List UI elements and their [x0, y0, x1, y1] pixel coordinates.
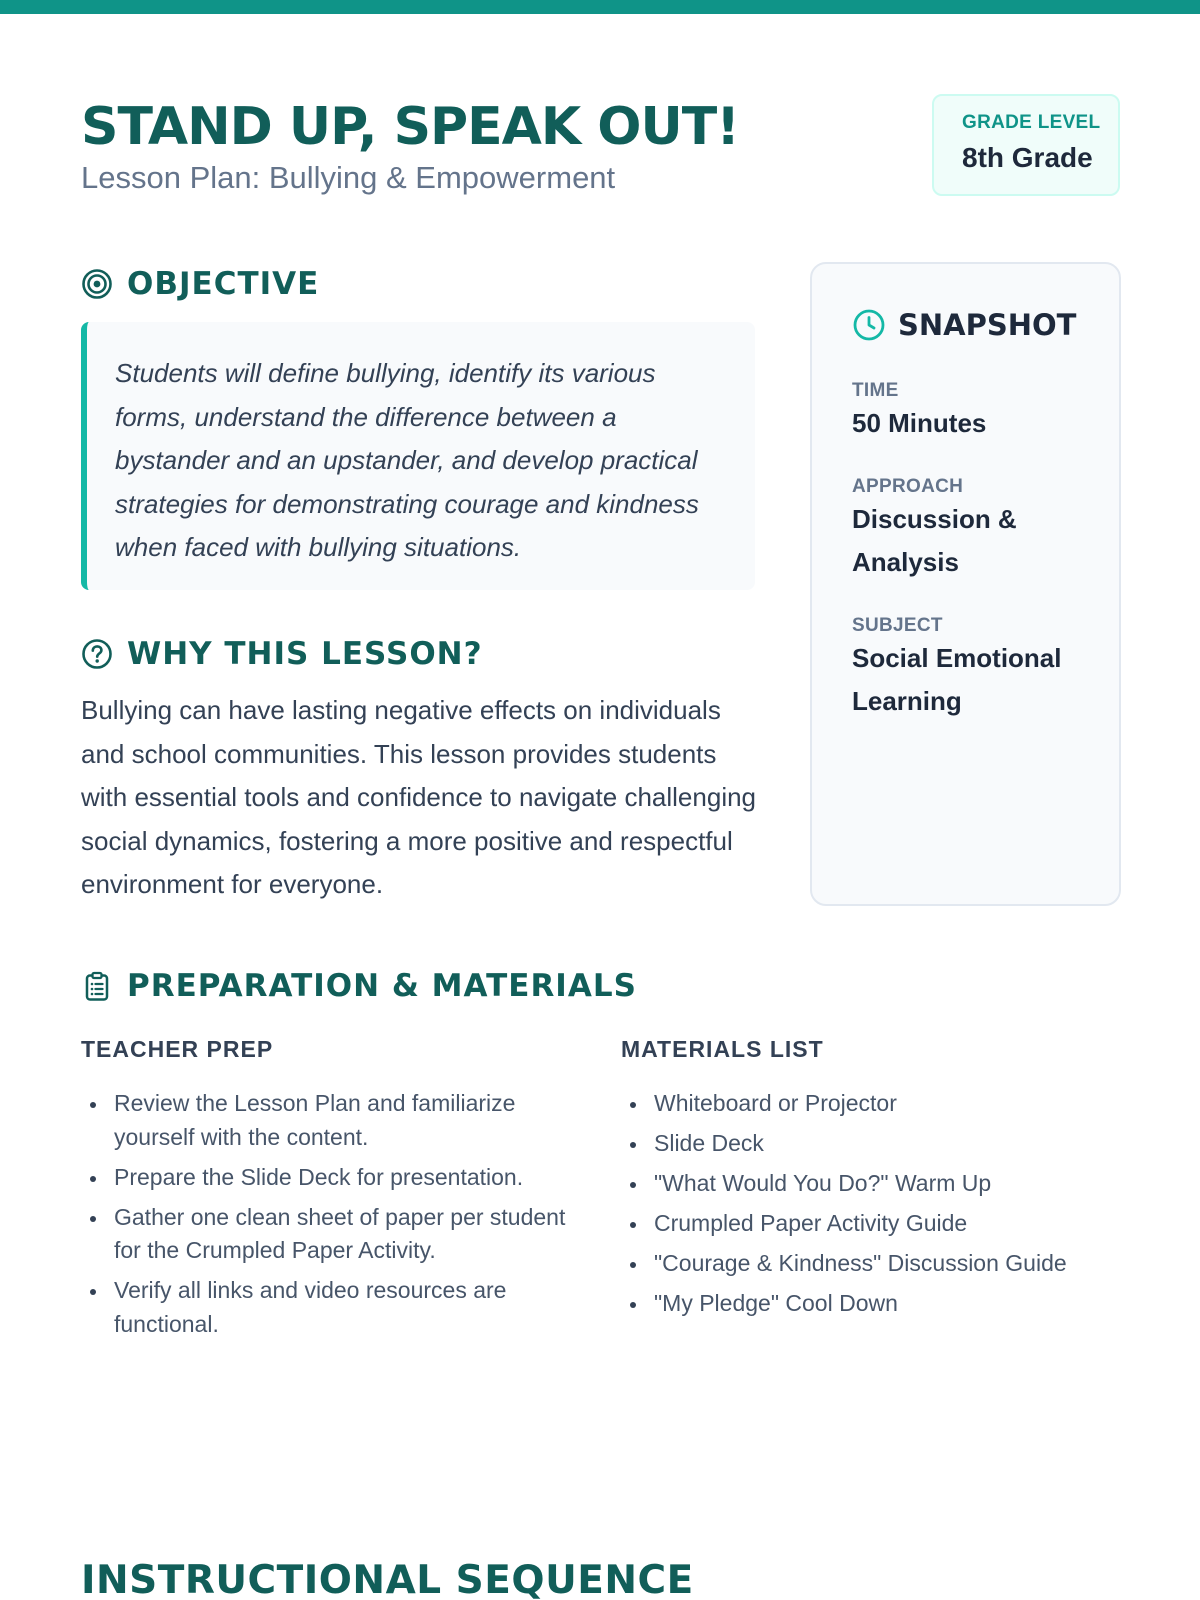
objective-callout: [81, 322, 755, 590]
list-item: Prepare the Slide Deck for presentation.: [81, 1161, 581, 1195]
snapshot-label: TIME: [852, 380, 899, 401]
list-item: Review the Lesson Plan and familiarize yourself with the content.: [81, 1087, 581, 1154]
clipboard-icon: [81, 970, 113, 1002]
why-text: Bullying can have lasting negative effects on individuals and school communities. This lesson provides students with essential tools and confidence to navigate challenging social dynamics, fostering a more positive and respectful environment for everyone.: [81, 695, 757, 899]
list-item: Slide Deck: [621, 1127, 1121, 1161]
list-item: Verify all links and video resources are functional.: [81, 1274, 581, 1341]
snapshot-value: Discussion & Analysis: [852, 503, 1017, 577]
objective-heading-text: OBJECTIVE: [127, 266, 320, 302]
objective-heading: [81, 266, 319, 302]
teacher-prep-list: [81, 1087, 581, 1348]
target-icon: [81, 268, 113, 300]
snapshot-item-approach: [852, 476, 1119, 585]
instructional-sequence-heading: INSTRUCTIONAL SEQUENCE: [81, 1558, 694, 1600]
snapshot-card: [810, 262, 1121, 906]
why-heading: [81, 636, 483, 672]
why-heading-text: WHY THIS LESSON?: [127, 636, 483, 672]
list-item: "My Pledge" Cool Down: [621, 1287, 1121, 1321]
list-item: Whiteboard or Projector: [621, 1087, 1121, 1121]
grade-level-value: 8th Grade: [962, 142, 1093, 173]
grade-level-badge: [932, 94, 1120, 196]
snapshot-label: APPROACH: [852, 475, 964, 497]
list-item: "What Would You Do?" Warm Up: [621, 1167, 1121, 1201]
clock-icon: [852, 308, 886, 342]
snapshot-item-subject: [852, 615, 1119, 724]
page-subtitle: Lesson Plan: Bullying & Empowerment: [81, 160, 616, 195]
preparation-heading-text: PREPARATION & MATERIALS: [127, 968, 637, 1004]
list-item: Gather one clean sheet of paper per student for the Crumpled Paper Activity.: [81, 1201, 581, 1268]
page-title: STAND UP, SPEAK OUT!: [81, 97, 739, 157]
teacher-prep-title: TEACHER PREP: [81, 1036, 274, 1062]
question-circle-icon: [81, 638, 113, 670]
materials-list-title: MATERIALS LIST: [621, 1036, 824, 1062]
snapshot-value: Social Emotional Learning: [852, 642, 1062, 716]
objective-text: Students will define bullying, identify its various forms, understand the difference between a bystander and an upstander, and develop practical strategies for demonstrating courage and kindness when faced with bullying situations.: [115, 358, 699, 562]
snapshot-item-time: [852, 380, 1119, 446]
top-accent-bar: [0, 0, 1200, 14]
snapshot-label: SUBJECT: [852, 614, 943, 636]
list-item: "Courage & Kindness" Discussion Guide: [621, 1247, 1121, 1281]
snapshot-heading: [852, 308, 1119, 342]
grade-level-label: GRADE LEVEL: [962, 112, 1101, 133]
list-item: Crumpled Paper Activity Guide: [621, 1207, 1121, 1241]
materials-list: [621, 1087, 1121, 1327]
preparation-heading: [81, 968, 637, 1004]
snapshot-heading-text: SNAPSHOT: [898, 308, 1077, 342]
snapshot-value: 50 Minutes: [852, 408, 987, 438]
